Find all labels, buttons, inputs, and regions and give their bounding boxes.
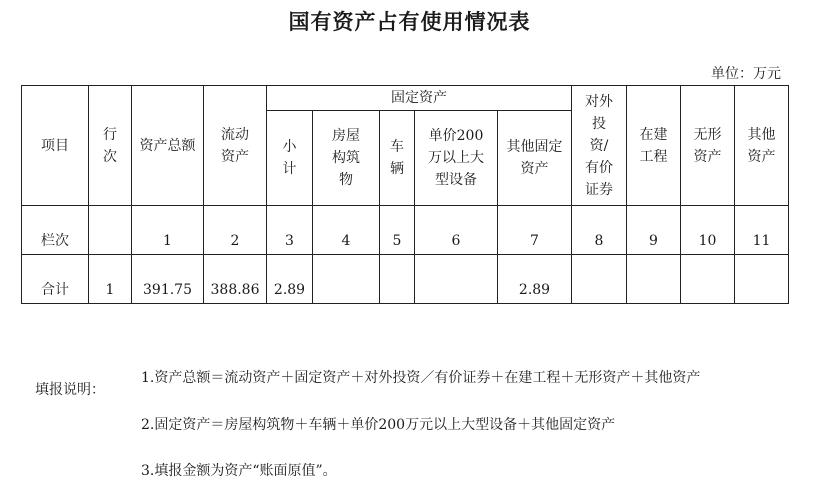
header-total-assets: 资产总额: [132, 86, 204, 206]
seq-cell: 8: [572, 206, 627, 255]
seq-cell: 9: [627, 206, 681, 255]
seq-cell: 1: [132, 206, 204, 255]
seq-cell: 11: [735, 206, 789, 255]
header-row-no: 行次: [89, 86, 132, 206]
seq-cell: 6: [415, 206, 498, 255]
header-buildings: 房屋构筑物: [313, 111, 380, 206]
other-assets-value: [735, 255, 789, 304]
total-row-no: 1: [89, 255, 132, 304]
note-1: 1.资产总额＝流动资产＋固定资产＋对外投资／有价证券＋在建工程＋无形资产＋其他资产: [141, 370, 701, 386]
header-vehicles: 车辆: [380, 111, 415, 206]
unit-label: 单位：万元: [711, 66, 781, 82]
note-3: 3.填报金额为资产“账面原值”。: [141, 463, 337, 479]
investment-value: [572, 255, 627, 304]
total-assets-value: 391.75: [132, 255, 204, 304]
notes-label: 填报说明：: [35, 382, 105, 398]
header-investment: 对外投资/有价证券: [572, 86, 627, 206]
header-item: 项目: [22, 86, 89, 206]
buildings-value: [313, 255, 380, 304]
vehicles-value: [380, 255, 415, 304]
header-subtotal: 小计: [267, 111, 313, 206]
seq-cell: 5: [380, 206, 415, 255]
header-other-assets: 其他资产: [735, 86, 789, 206]
intangible-value: [681, 255, 735, 304]
seq-cell: 4: [313, 206, 380, 255]
page-title: 国有资产占有使用情况表: [288, 9, 531, 34]
seq-cell: 7: [498, 206, 572, 255]
header-other-fixed: 其他固定资产: [498, 111, 572, 206]
header-fixed-assets: 固定资产: [267, 86, 572, 111]
construction-value: [627, 255, 681, 304]
header-current-assets: 流动资产: [204, 86, 267, 206]
note-2: 2.固定资产＝房屋构筑物＋车辆＋单价200万元以上大型设备＋其他固定资产: [141, 417, 616, 433]
subtotal-value: 2.89: [267, 255, 313, 304]
seq-cell: [89, 206, 132, 255]
large-equipment-value: [415, 255, 498, 304]
total-label: 合计: [22, 255, 89, 304]
table-row: [22, 255, 789, 304]
table-row: [22, 206, 789, 255]
current-assets-value: 388.86: [204, 255, 267, 304]
other-fixed-value: 2.89: [498, 255, 572, 304]
seq-label: 栏次: [22, 206, 89, 255]
header-intangible: 无形资产: [681, 86, 735, 206]
asset-table: [21, 85, 789, 304]
seq-cell: 3: [267, 206, 313, 255]
seq-cell: 10: [681, 206, 735, 255]
seq-cell: 2: [204, 206, 267, 255]
header-large-equipment: 单价200万以上大型设备: [415, 111, 498, 206]
header-construction: 在建工程: [627, 86, 681, 206]
